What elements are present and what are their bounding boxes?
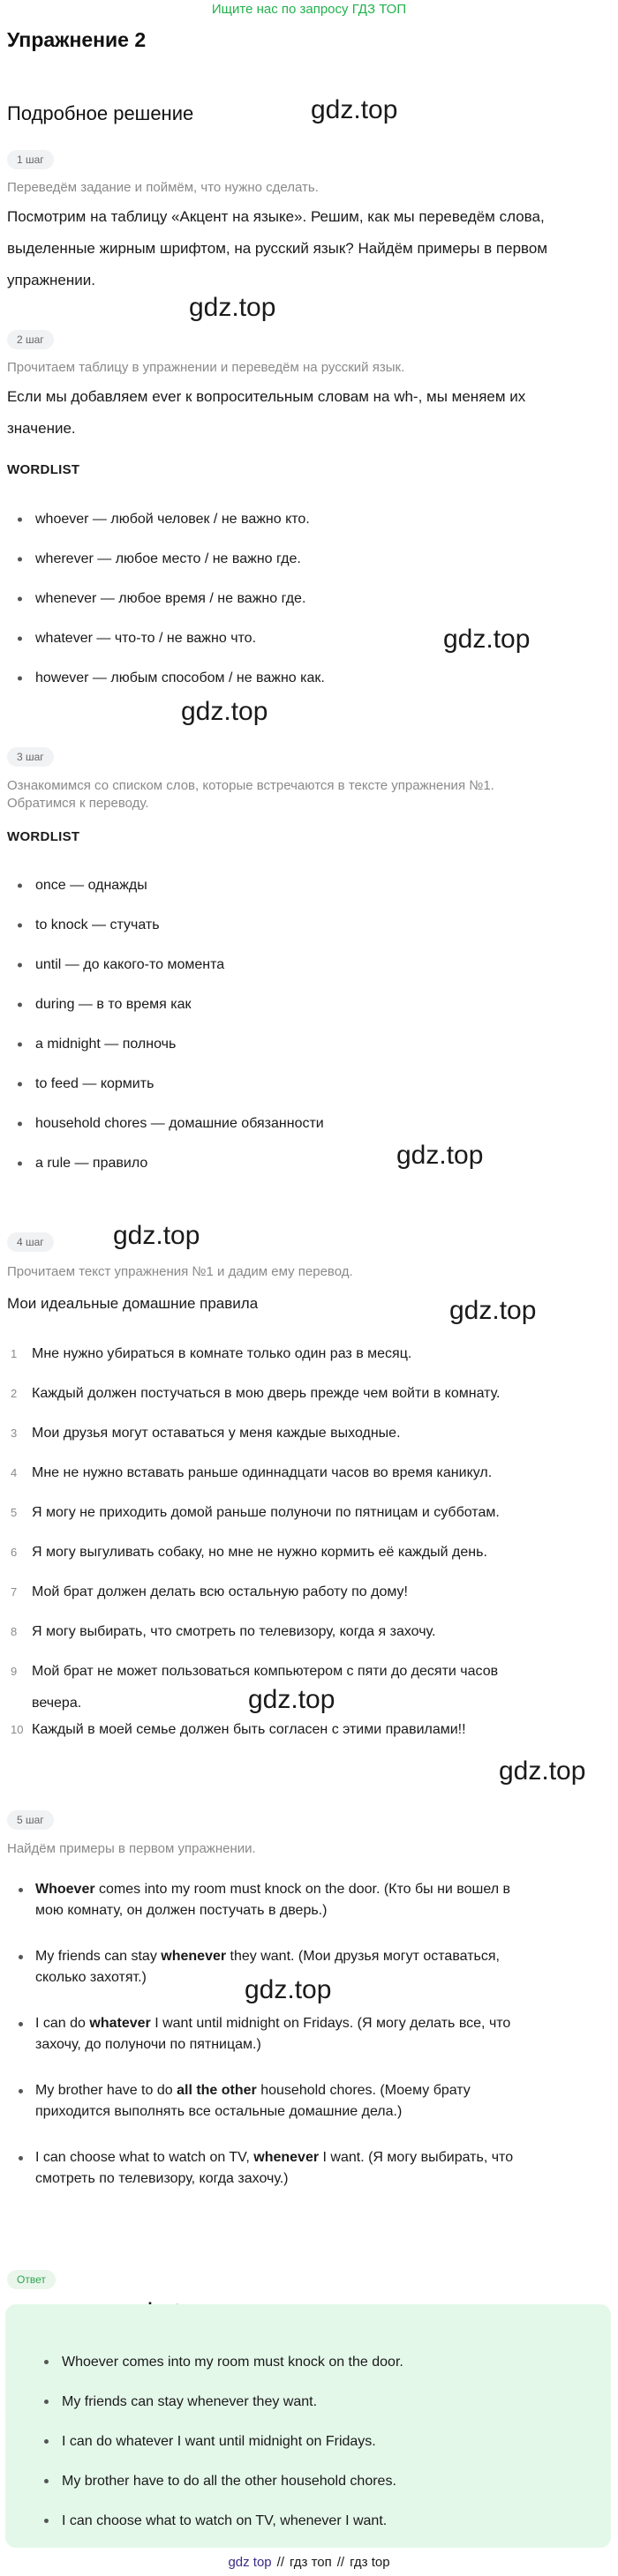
watermark: gdz.top (245, 1975, 332, 2004)
item-text: Я могу выбирать, что смотреть по телевизору, когда я захочу. (32, 1624, 436, 1639)
answer-item: I can do whatever I want until midnight on Fridays. (5, 2422, 611, 2461)
list-item: whenever — любое время / не важно где. (0, 579, 600, 618)
footer-link[interactable]: gdz top (228, 2555, 272, 2570)
numbered-item (0, 1612, 609, 1651)
step-note: Ознакомимся со списком слов, которые встречаются в тексте упражнения №1. (7, 778, 494, 793)
example-text: they want. (Мои друзья могут оставаться, (226, 1949, 500, 1964)
answer-list (5, 2342, 611, 2541)
item-number: 10 (11, 1723, 24, 1736)
watermark: gdz.top (499, 1756, 586, 1786)
item-text: вечера. (32, 1696, 82, 1711)
list-item: household chores — домашние обязанности (0, 1104, 600, 1143)
example-keyword: all the other (177, 2083, 257, 2098)
footer-separator: // (276, 2555, 284, 2570)
list-item: whoever — любой человек / не важно кто. (0, 499, 600, 539)
example-item (0, 2147, 609, 2190)
list-item: during — в то время как (0, 985, 600, 1024)
wordlist-title: WORDLIST (7, 462, 80, 477)
wordlist (0, 499, 600, 698)
list-item: to knock — стучать (0, 905, 600, 945)
watermark: gdz.top (449, 1296, 537, 1325)
example-text: мою комнату, он должен постучать в дверь.) (35, 1903, 328, 1918)
example-item (0, 1946, 609, 1988)
answer-box (5, 2304, 611, 2548)
example-item (0, 2080, 609, 2123)
numbered-list (0, 1334, 609, 1749)
footer-link[interactable]: гдз топ (290, 2555, 332, 2570)
step-note: Прочитаем текст упражнения №1 и дадим ему перевод. (7, 1264, 353, 1279)
example-text: захочу, до полуночи по пятницам.) (35, 2037, 261, 2052)
example-keyword: Whoever (35, 1882, 95, 1897)
top-search-link[interactable]: Ищите нас по запросу ГДЗ ТОП (211, 2, 407, 17)
watermark: gdz.top (189, 293, 276, 322)
item-number: 5 (11, 1506, 18, 1519)
example-text: I want. (Я могу выбирать, что (319, 2150, 514, 2165)
example-text: My friends can stay (35, 1949, 162, 1964)
example-text: comes into my room must knock on the door. (Кто бы ни вошел в (94, 1882, 510, 1897)
footer-links (0, 2555, 618, 2570)
item-text: Мой брат не может пользоваться компьютером с пяти до десяти часов (32, 1664, 499, 1679)
example-text: I can choose what to watch on TV, (35, 2150, 254, 2165)
item-number: 3 (11, 1427, 18, 1440)
example-keyword: whenever (161, 1949, 227, 1964)
numbered-item (0, 1532, 609, 1572)
watermark: gdz.top (113, 1221, 200, 1250)
list-item: to feed — кормить (0, 1064, 600, 1104)
list-item: wherever — любое место / не важно где. (0, 539, 600, 579)
example-text: My brother have to do (35, 2083, 177, 2098)
watermark: gdz.top (181, 697, 268, 726)
solution-subtitle: Подробное решение (7, 102, 194, 124)
watermark: gdz.top (311, 95, 398, 124)
list-item: a rule — правило (0, 1143, 600, 1183)
item-text: Мои друзья могут оставаться у меня каждые выходные. (32, 1426, 401, 1441)
numbered-item (0, 1651, 609, 1710)
step-note: Обратимся к переводу. (7, 796, 149, 811)
step-badge: 1 шаг (7, 150, 54, 169)
numbered-item (0, 1710, 609, 1749)
example-keyword: whenever (253, 2150, 320, 2165)
item-number: 7 (11, 1585, 18, 1599)
paragraph-line: выделенные жирным шрифтом, на русский язык? Найдём примеры в первом (7, 240, 548, 257)
answer-badge: Ответ (7, 2270, 56, 2289)
numbered-item (0, 1374, 609, 1413)
wordlist-title: WORDLIST (7, 829, 80, 844)
item-text: Мне нужно убираться в комнате только один раз в месяц. (32, 1346, 412, 1361)
step-note: Прочитаем таблицу в упражнении и переведём на русский язык. (7, 360, 405, 375)
item-number: 1 (11, 1347, 18, 1360)
item-number: 9 (11, 1665, 18, 1678)
wordlist (0, 865, 600, 1183)
answer-item: My brother have to do all the other household chores. (5, 2461, 611, 2501)
page-title: Упражнение 2 (7, 28, 147, 51)
item-number: 6 (11, 1546, 18, 1559)
paragraph-line: Если мы добавляем ever к вопросительным словам на wh-, мы меняем их (7, 388, 526, 405)
item-text: Каждый в моей семье должен быть согласен с этими правилами!! (32, 1722, 466, 1737)
example-text: I want until midnight on Fridays. (Я могу делать все, что (150, 2016, 511, 2031)
example-text: сколько захотят.) (35, 1970, 147, 1985)
list-item: until — до какого-то момента (0, 945, 600, 985)
step-badge: 5 шаг (7, 1810, 54, 1830)
answer-item: Whoever comes into my room must knock on the door. (5, 2342, 611, 2382)
item-text: Каждый должен постучаться в мою дверь прежде чем войти в комнату. (32, 1386, 501, 1401)
list-item: once — однажды (0, 865, 600, 905)
list-item: however — любым способом / не важно как. (0, 658, 600, 698)
step-note: Переведём задание и поймём, что нужно сделать. (7, 180, 319, 195)
list-item: a midnight — полночь (0, 1024, 600, 1064)
numbered-item (0, 1572, 609, 1612)
answer-item: I can choose what to watch on TV, whenever I want. (5, 2501, 611, 2541)
item-text: Мне не нужно вставать раньше одиннадцати часов во время каникул. (32, 1465, 493, 1480)
numbered-item (0, 1413, 609, 1453)
example-item (0, 2013, 609, 2056)
item-text: Я могу не приходить домой раньше полуночи по пятницам и субботам. (32, 1505, 500, 1520)
list-item: whatever — что-то / не важно что. (0, 618, 600, 658)
examples-list (0, 1879, 609, 2214)
step-badge: 4 шаг (7, 1232, 54, 1252)
watermark: gdz.top (443, 625, 531, 654)
item-number: 8 (11, 1625, 18, 1638)
example-item (0, 1879, 609, 1921)
answer-item: My friends can stay whenever they want. (5, 2382, 611, 2422)
example-text: I can do (35, 2016, 90, 2031)
example-text: household chores. (Моему брату (256, 2083, 471, 2098)
paragraph-line: Посмотрим на таблицу «Акцент на языке». Решим, как мы переведём слова, (7, 208, 545, 225)
item-text: Я могу выгуливать собаку, но мне не нужно кормить её каждый день. (32, 1545, 487, 1560)
numbered-item (0, 1453, 609, 1493)
step-badge: 3 шаг (7, 747, 54, 767)
example-keyword: whatever (89, 2016, 151, 2031)
numbered-item (0, 1334, 609, 1374)
text-heading: Мои идеальные домашние правила (7, 1295, 259, 1312)
example-text: приходится выполнять все остальные домашние дела.) (35, 2104, 403, 2119)
item-number: 2 (11, 1387, 18, 1400)
footer-separator: // (336, 2555, 345, 2570)
watermark: gdz.top (396, 1141, 484, 1170)
numbered-item (0, 1493, 609, 1532)
step-badge: 2 шаг (7, 330, 54, 349)
item-number: 4 (11, 1466, 18, 1479)
paragraph-line: значение. (7, 420, 76, 437)
item-text: Мой брат должен делать всю остальную работу по дому! (32, 1584, 408, 1599)
paragraph-line: упражнении. (7, 272, 95, 288)
example-text: смотреть по телевизору, когда захочу.) (35, 2171, 289, 2186)
footer-link[interactable]: гдз top (350, 2555, 390, 2570)
step-note: Найдём примеры в первом упражнении. (7, 1841, 256, 1856)
watermark: gdz.top (248, 1685, 335, 1714)
